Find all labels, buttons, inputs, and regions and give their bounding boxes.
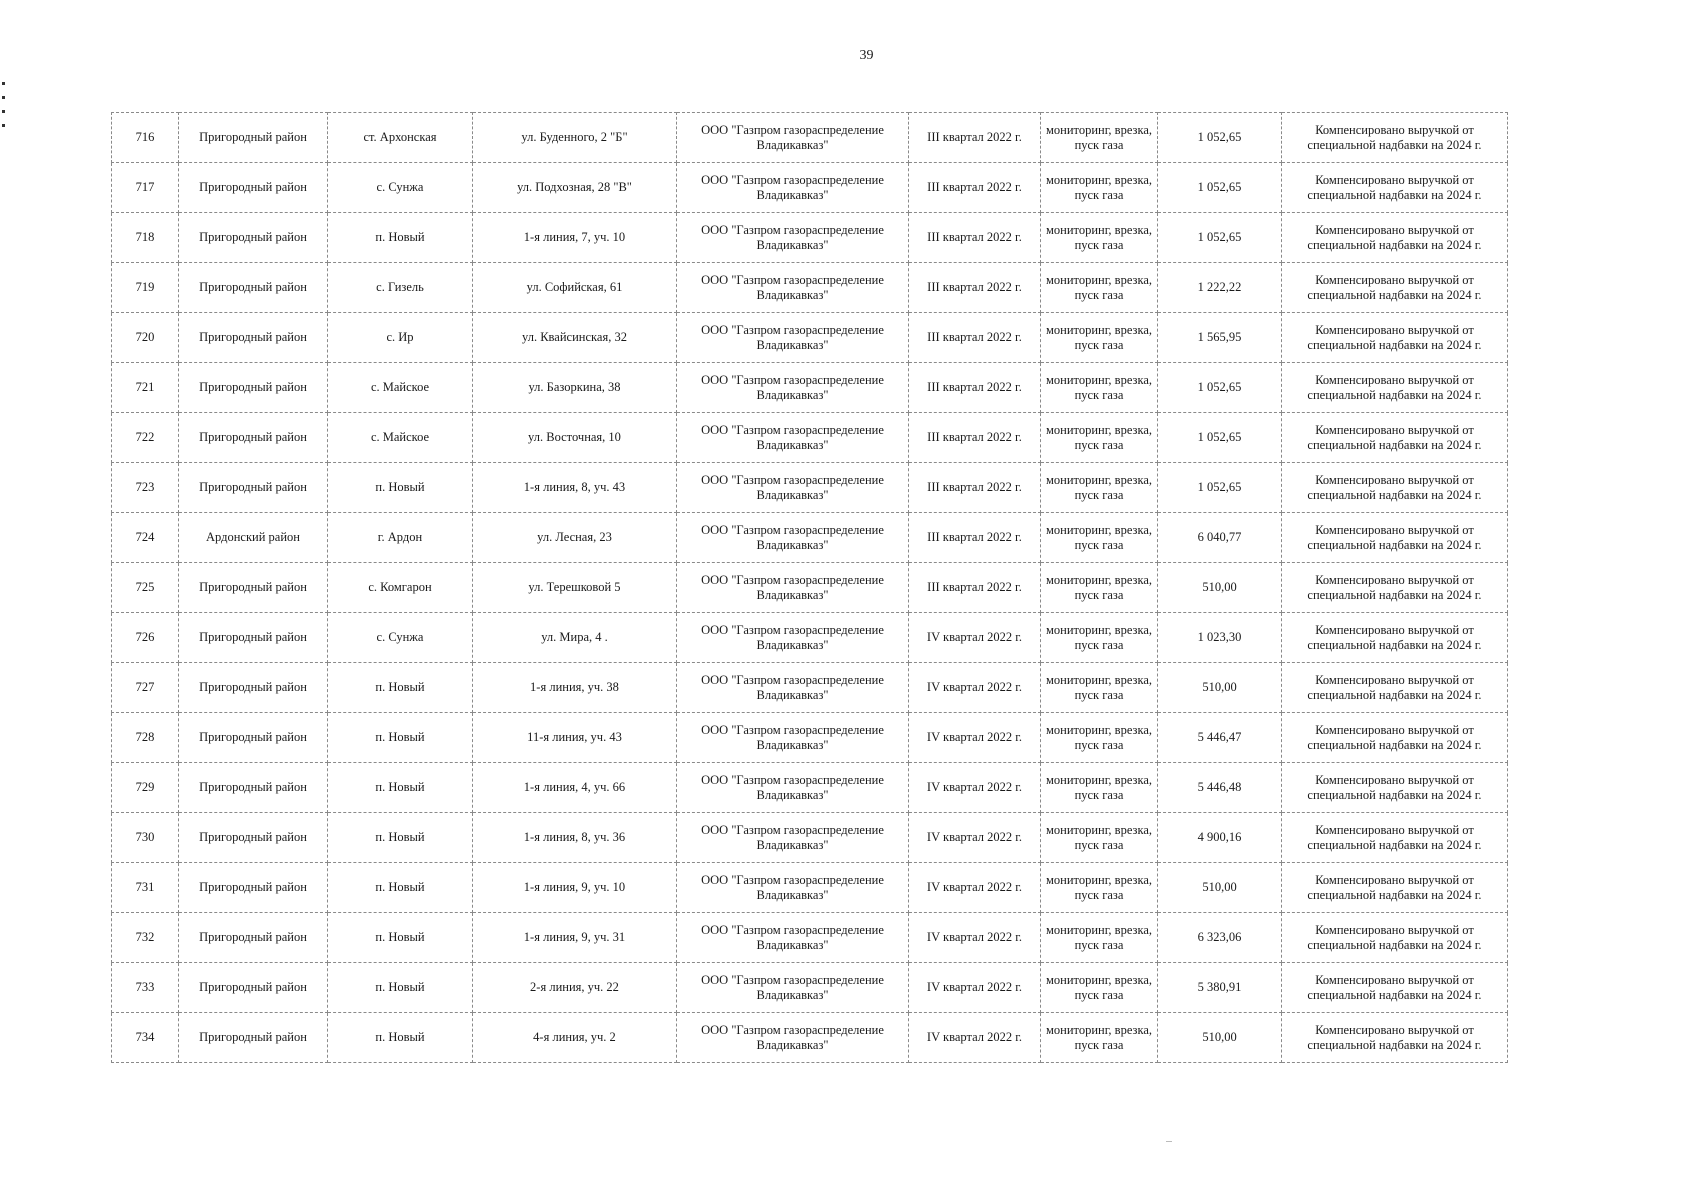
works-cell: мониторинг, врезка, пуск газа [1041, 1013, 1158, 1063]
row-number: 722 [112, 413, 179, 463]
period-cell: IV квартал 2022 г. [909, 663, 1041, 713]
amount-cell: 6 040,77 [1158, 513, 1282, 563]
district-cell: Пригородный район [179, 213, 328, 263]
address-cell: 1-я линия, 9, уч. 31 [473, 913, 677, 963]
row-number: 729 [112, 763, 179, 813]
funding-source-cell: Компенсировано выручкой от специальной надбавки на 2024 г. [1282, 463, 1508, 513]
address-cell: ул. Мира, 4 . [473, 613, 677, 663]
address-cell: 1-я линия, 8, уч. 43 [473, 463, 677, 513]
table-row [112, 313, 1508, 363]
address-cell: 1-я линия, уч. 38 [473, 663, 677, 713]
table-row [112, 713, 1508, 763]
amount-cell: 1 023,30 [1158, 613, 1282, 663]
district-cell: Пригородный район [179, 263, 328, 313]
table-row [112, 213, 1508, 263]
funding-source-cell: Компенсировано выручкой от специальной надбавки на 2024 г. [1282, 413, 1508, 463]
table-row [112, 763, 1508, 813]
period-cell: III квартал 2022 г. [909, 313, 1041, 363]
table-row [112, 813, 1508, 863]
row-number: 727 [112, 663, 179, 713]
table-row [112, 1013, 1508, 1063]
funding-source-cell: Компенсировано выручкой от специальной надбавки на 2024 г. [1282, 713, 1508, 763]
district-cell: Пригородный район [179, 463, 328, 513]
funding-source-cell: Компенсировано выручкой от специальной надбавки на 2024 г. [1282, 963, 1508, 1013]
funding-source-cell: Компенсировано выручкой от специальной надбавки на 2024 г. [1282, 313, 1508, 363]
funding-source-cell: Компенсировано выручкой от специальной надбавки на 2024 г. [1282, 513, 1508, 563]
funding-source-cell: Компенсировано выручкой от специальной надбавки на 2024 г. [1282, 913, 1508, 963]
works-cell: мониторинг, врезка, пуск газа [1041, 613, 1158, 663]
organization-cell: ООО "Газпром газораспределение Владикавказ" [677, 113, 909, 163]
amount-cell: 510,00 [1158, 563, 1282, 613]
address-cell: ул. Лесная, 23 [473, 513, 677, 563]
works-cell: мониторинг, врезка, пуск газа [1041, 813, 1158, 863]
settlement-cell: с. Комгарон [328, 563, 473, 613]
district-cell: Пригородный район [179, 1013, 328, 1063]
organization-cell: ООО "Газпром газораспределение Владикавказ" [677, 163, 909, 213]
organization-cell: ООО "Газпром газораспределение Владикавказ" [677, 913, 909, 963]
settlement-cell: с. Майское [328, 413, 473, 463]
settlement-cell: п. Новый [328, 863, 473, 913]
scan-margin-marks [2, 82, 6, 142]
amount-cell: 5 380,91 [1158, 963, 1282, 1013]
district-cell: Пригородный район [179, 563, 328, 613]
settlement-cell: п. Новый [328, 963, 473, 1013]
amount-cell: 1 222,22 [1158, 263, 1282, 313]
amount-cell: 5 446,48 [1158, 763, 1282, 813]
works-cell: мониторинг, врезка, пуск газа [1041, 263, 1158, 313]
funding-source-cell: Компенсировано выручкой от специальной надбавки на 2024 г. [1282, 863, 1508, 913]
row-number: 720 [112, 313, 179, 363]
table-row [112, 163, 1508, 213]
settlement-cell: п. Новый [328, 213, 473, 263]
period-cell: IV квартал 2022 г. [909, 713, 1041, 763]
row-number: 731 [112, 863, 179, 913]
period-cell: III квартал 2022 г. [909, 463, 1041, 513]
amount-cell: 1 052,65 [1158, 163, 1282, 213]
address-cell: 1-я линия, 9, уч. 10 [473, 863, 677, 913]
row-number: 716 [112, 113, 179, 163]
works-cell: мониторинг, врезка, пуск газа [1041, 863, 1158, 913]
row-number: 734 [112, 1013, 179, 1063]
period-cell: IV квартал 2022 г. [909, 613, 1041, 663]
amount-cell: 6 323,06 [1158, 913, 1282, 963]
settlement-cell: с. Сунжа [328, 613, 473, 663]
funding-source-cell: Компенсировано выручкой от специальной надбавки на 2024 г. [1282, 1013, 1508, 1063]
registry-body [112, 113, 1508, 1063]
works-cell: мониторинг, врезка, пуск газа [1041, 713, 1158, 763]
organization-cell: ООО "Газпром газораспределение Владикавказ" [677, 413, 909, 463]
period-cell: III квартал 2022 г. [909, 263, 1041, 313]
table-row [112, 113, 1508, 163]
works-cell: мониторинг, врезка, пуск газа [1041, 463, 1158, 513]
row-number: 724 [112, 513, 179, 563]
period-cell: IV квартал 2022 г. [909, 813, 1041, 863]
settlement-cell: п. Новый [328, 1013, 473, 1063]
district-cell: Пригородный район [179, 813, 328, 863]
period-cell: III квартал 2022 г. [909, 413, 1041, 463]
period-cell: III квартал 2022 г. [909, 163, 1041, 213]
settlement-cell: г. Ардон [328, 513, 473, 563]
address-cell: ул. Буденного, 2 "Б" [473, 113, 677, 163]
scan-artifact [1166, 1141, 1172, 1142]
district-cell: Пригородный район [179, 313, 328, 363]
address-cell: ул. Восточная, 10 [473, 413, 677, 463]
address-cell: 4-я линия, уч. 2 [473, 1013, 677, 1063]
works-cell: мониторинг, врезка, пуск газа [1041, 213, 1158, 263]
row-number: 723 [112, 463, 179, 513]
amount-cell: 510,00 [1158, 863, 1282, 913]
organization-cell: ООО "Газпром газораспределение Владикавказ" [677, 563, 909, 613]
funding-source-cell: Компенсировано выручкой от специальной надбавки на 2024 г. [1282, 613, 1508, 663]
settlement-cell: п. Новый [328, 813, 473, 863]
settlement-cell: п. Новый [328, 713, 473, 763]
table-row [112, 913, 1508, 963]
amount-cell: 1 052,65 [1158, 213, 1282, 263]
district-cell: Пригородный район [179, 363, 328, 413]
address-cell: ул. Квайсинская, 32 [473, 313, 677, 363]
row-number: 733 [112, 963, 179, 1013]
settlement-cell: п. Новый [328, 663, 473, 713]
registry-table [111, 112, 1508, 1063]
funding-source-cell: Компенсировано выручкой от специальной надбавки на 2024 г. [1282, 813, 1508, 863]
settlement-cell: с. Сунжа [328, 163, 473, 213]
settlement-cell: с. Гизель [328, 263, 473, 313]
works-cell: мониторинг, врезка, пуск газа [1041, 663, 1158, 713]
row-number: 718 [112, 213, 179, 263]
settlement-cell: п. Новый [328, 913, 473, 963]
organization-cell: ООО "Газпром газораспределение Владикавказ" [677, 813, 909, 863]
settlement-cell: п. Новый [328, 463, 473, 513]
row-number: 725 [112, 563, 179, 613]
period-cell: III квартал 2022 г. [909, 563, 1041, 613]
period-cell: IV квартал 2022 г. [909, 913, 1041, 963]
table-row [112, 963, 1508, 1013]
district-cell: Пригородный район [179, 113, 328, 163]
organization-cell: ООО "Газпром газораспределение Владикавказ" [677, 313, 909, 363]
district-cell: Ардонский район [179, 513, 328, 563]
organization-cell: ООО "Газпром газораспределение Владикавказ" [677, 213, 909, 263]
works-cell: мониторинг, врезка, пуск газа [1041, 563, 1158, 613]
amount-cell: 4 900,16 [1158, 813, 1282, 863]
works-cell: мониторинг, врезка, пуск газа [1041, 313, 1158, 363]
period-cell: III квартал 2022 г. [909, 363, 1041, 413]
row-number: 717 [112, 163, 179, 213]
row-number: 730 [112, 813, 179, 863]
amount-cell: 1 052,65 [1158, 363, 1282, 413]
row-number: 728 [112, 713, 179, 763]
address-cell: 1-я линия, 7, уч. 10 [473, 213, 677, 263]
period-cell: IV квартал 2022 г. [909, 963, 1041, 1013]
district-cell: Пригородный район [179, 663, 328, 713]
district-cell: Пригородный район [179, 763, 328, 813]
funding-source-cell: Компенсировано выручкой от специальной надбавки на 2024 г. [1282, 763, 1508, 813]
table-row [112, 263, 1508, 313]
organization-cell: ООО "Газпром газораспределение Владикавказ" [677, 263, 909, 313]
amount-cell: 1 052,65 [1158, 113, 1282, 163]
district-cell: Пригородный район [179, 413, 328, 463]
period-cell: III квартал 2022 г. [909, 113, 1041, 163]
table-row [112, 463, 1508, 513]
address-cell: 1-я линия, 8, уч. 36 [473, 813, 677, 863]
funding-source-cell: Компенсировано выручкой от специальной надбавки на 2024 г. [1282, 163, 1508, 213]
organization-cell: ООО "Газпром газораспределение Владикавказ" [677, 863, 909, 913]
works-cell: мониторинг, врезка, пуск газа [1041, 363, 1158, 413]
organization-cell: ООО "Газпром газораспределение Владикавказ" [677, 363, 909, 413]
district-cell: Пригородный район [179, 613, 328, 663]
settlement-cell: с. Ир [328, 313, 473, 363]
works-cell: мониторинг, врезка, пуск газа [1041, 913, 1158, 963]
district-cell: Пригородный район [179, 163, 328, 213]
organization-cell: ООО "Газпром газораспределение Владикавказ" [677, 663, 909, 713]
address-cell: 1-я линия, 4, уч. 66 [473, 763, 677, 813]
district-cell: Пригородный район [179, 913, 328, 963]
period-cell: III квартал 2022 г. [909, 513, 1041, 563]
works-cell: мониторинг, врезка, пуск газа [1041, 513, 1158, 563]
works-cell: мониторинг, врезка, пуск газа [1041, 763, 1158, 813]
address-cell: ул. Софийская, 61 [473, 263, 677, 313]
row-number: 719 [112, 263, 179, 313]
organization-cell: ООО "Газпром газораспределение Владикавказ" [677, 463, 909, 513]
row-number: 732 [112, 913, 179, 963]
organization-cell: ООО "Газпром газораспределение Владикавказ" [677, 713, 909, 763]
organization-cell: ООО "Газпром газораспределение Владикавказ" [677, 513, 909, 563]
amount-cell: 1 052,65 [1158, 463, 1282, 513]
district-cell: Пригородный район [179, 863, 328, 913]
funding-source-cell: Компенсировано выручкой от специальной надбавки на 2024 г. [1282, 563, 1508, 613]
organization-cell: ООО "Газпром газораспределение Владикавказ" [677, 1013, 909, 1063]
address-cell: ул. Подхозная, 28 "В" [473, 163, 677, 213]
organization-cell: ООО "Газпром газораспределение Владикавказ" [677, 763, 909, 813]
funding-source-cell: Компенсировано выручкой от специальной надбавки на 2024 г. [1282, 363, 1508, 413]
table-row [112, 663, 1508, 713]
amount-cell: 510,00 [1158, 663, 1282, 713]
settlement-cell: п. Новый [328, 763, 473, 813]
period-cell: IV квартал 2022 г. [909, 763, 1041, 813]
table-row [112, 413, 1508, 463]
settlement-cell: ст. Архонская [328, 113, 473, 163]
organization-cell: ООО "Газпром газораспределение Владикавказ" [677, 963, 909, 1013]
district-cell: Пригородный район [179, 713, 328, 763]
table-row [112, 563, 1508, 613]
page-number: 39 [859, 48, 874, 63]
funding-source-cell: Компенсировано выручкой от специальной надбавки на 2024 г. [1282, 113, 1508, 163]
table-row [112, 513, 1508, 563]
works-cell: мониторинг, врезка, пуск газа [1041, 963, 1158, 1013]
address-cell: ул. Терешковой 5 [473, 563, 677, 613]
period-cell: IV квартал 2022 г. [909, 863, 1041, 913]
amount-cell: 510,00 [1158, 1013, 1282, 1063]
period-cell: III квартал 2022 г. [909, 213, 1041, 263]
period-cell: IV квартал 2022 г. [909, 1013, 1041, 1063]
works-cell: мониторинг, врезка, пуск газа [1041, 413, 1158, 463]
district-cell: Пригородный район [179, 963, 328, 1013]
table-row [112, 363, 1508, 413]
amount-cell: 1 565,95 [1158, 313, 1282, 363]
table-row [112, 613, 1508, 663]
table-row [112, 863, 1508, 913]
funding-source-cell: Компенсировано выручкой от специальной надбавки на 2024 г. [1282, 663, 1508, 713]
address-cell: ул. Базоркина, 38 [473, 363, 677, 413]
amount-cell: 5 446,47 [1158, 713, 1282, 763]
address-cell: 11-я линия, уч. 43 [473, 713, 677, 763]
amount-cell: 1 052,65 [1158, 413, 1282, 463]
funding-source-cell: Компенсировано выручкой от специальной надбавки на 2024 г. [1282, 263, 1508, 313]
row-number: 721 [112, 363, 179, 413]
organization-cell: ООО "Газпром газораспределение Владикавказ" [677, 613, 909, 663]
works-cell: мониторинг, врезка, пуск газа [1041, 163, 1158, 213]
address-cell: 2-я линия, уч. 22 [473, 963, 677, 1013]
works-cell: мониторинг, врезка, пуск газа [1041, 113, 1158, 163]
settlement-cell: с. Майское [328, 363, 473, 413]
row-number: 726 [112, 613, 179, 663]
funding-source-cell: Компенсировано выручкой от специальной надбавки на 2024 г. [1282, 213, 1508, 263]
